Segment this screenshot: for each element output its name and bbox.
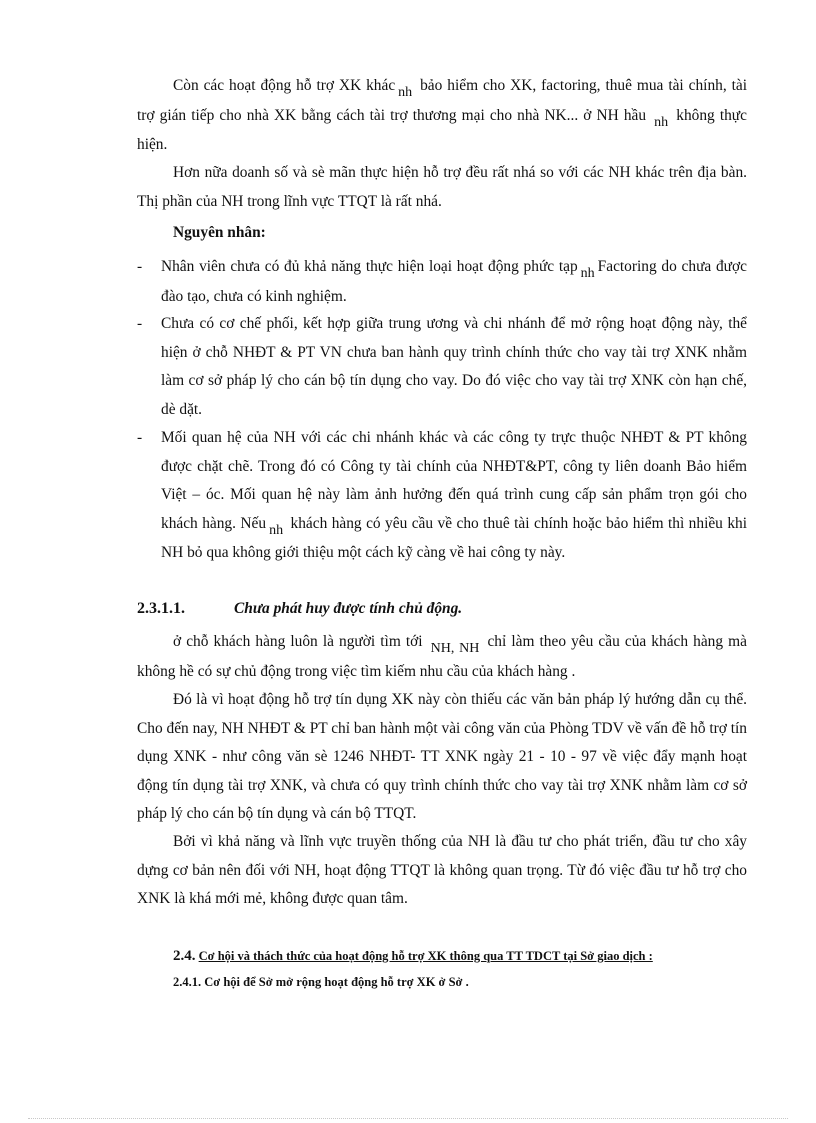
subsection-heading-2-4 xyxy=(173,948,653,965)
bullet-dash: - xyxy=(137,258,143,275)
paragraph-market-share: Hơn nữa doanh số và sè mãn thực hiện hỗ trợ đều rất nhá so với các NH khác trên địa bàn. Thị phần của NH trong lĩnh vực TTQT là rất nhá. xyxy=(137,164,747,210)
bullet-item xyxy=(137,310,747,424)
bullet-text: Chưa có cơ chế phối, kết hợp giữa trung ương và chi nhánh để mở rộng hoạt động này, thể hiện ở chỗ NHĐT & PT VN chưa ban hành quy trình chính thức cho vay tài trợ XNK nhằm làm cơ sở pháp lý cho cán bộ tín dụng cho vay. Do đó việc cho vay tài trợ XNK còn hạn chế, dè dặt. xyxy=(161,315,747,418)
text-fragment: bảo hiểm cho XK, factoring, thuê mua tài chính, tài trợ gián tiếp cho nhà XK bằng cách tài trợ thương mại cho nhà NK... ở NH hầu xyxy=(137,77,747,124)
text-fragment: ở chỗ khách hàng luôn là người tìm tới xyxy=(173,633,423,650)
subsection-number: 2.4. xyxy=(173,948,196,964)
inline-nh-note: nh xyxy=(580,266,595,281)
text-fragment: khách hàng có yêu cầu về cho thuê tài chính hoặc bảo hiểm thì nhiều khi NH bỏ qua không giới thiệu một cách kỹ càng về hai công ty này. xyxy=(161,514,747,561)
bullet-item xyxy=(137,253,747,311)
page-footer-rule xyxy=(28,1118,788,1119)
inline-nh-note: NH, NH xyxy=(430,641,480,656)
inline-nh-note: nh xyxy=(269,522,284,538)
text-fragment: Factoring do chưa được đào tạo, chưa có kinh nghiệm. xyxy=(161,258,747,305)
section-number: 2.3.1.1. xyxy=(137,600,185,617)
section-title: Chưa phát huy được tính chủ động. xyxy=(234,600,463,617)
text-fragment: chỉ làm theo yêu cầu của khách hàng mà không hề có sự chủ động trong việc tìm kiếm nhu cầu của khách hàng . xyxy=(137,633,747,680)
bullet-dash: - xyxy=(137,429,143,446)
cause-heading: Nguyên nhân: xyxy=(173,224,266,241)
text-fragment: không thực hiện. xyxy=(137,106,747,153)
bullet-item xyxy=(137,424,747,568)
bullet-text xyxy=(161,253,747,311)
paragraph-other-support xyxy=(137,72,747,160)
subsection-heading-2-4-1: 2.4.1. Cơ hội để Sở mở rộng hoạt động hỗ trợ XK ở Sở . xyxy=(173,975,469,989)
paragraph-legal-docs: Đó là vì hoạt động hỗ trợ tín dụng XK này còn thiếu các văn bản pháp lý hướng dẫn cụ thể. Cho đến nay, NH NHĐT & PT chỉ ban hành một vài công văn của Phòng TDV về vấn đề hỗ trợ tín dụng XNK - như công văn sè 1246 NHĐT- TT XNK ngày 21 - 10 - 97 về việc đẩy mạnh hoạt động tín dụng tài trợ XNK, và chưa có quy trình chính thức cho vay tài trợ XNK nhằm làm cơ sở pháp lý cho cán bộ tín dụng và cán bộ TTQT. xyxy=(137,691,747,822)
paragraph-investment: Bởi vì khả năng và lĩnh vực truyền thống của NH là đầu tư cho phát triển, đầu tư cho xây dựng cơ bản nên đối với NH, hoạt động TTQT là không quan trọng. Từ đó việc đầu tư hỗ trợ cho XNK là khá mới mẻ, không được quan tâm. xyxy=(137,833,747,907)
inline-nh-note: nh xyxy=(654,114,669,130)
bullet-dash: - xyxy=(137,315,143,332)
paragraph-passive xyxy=(137,628,747,686)
text-fragment: Nhân viên chưa có đủ khả năng thực hiện loại hoạt động phức tạp xyxy=(161,258,578,275)
text-fragment: Còn các hoạt động hỗ trợ XK khác xyxy=(173,77,396,94)
text-fragment: Mối quan hệ của NH với các chi nhánh khác và các công ty trực thuộc NHĐT & PT không được chặt chẽ. Trong đó có Công ty tài chính của NHĐT&PT, công ty liên doanh Bảo hiểm Việt – óc. Mối quan hệ này làm ảnh hưởng đến quá trình cung cấp sản phẩm trọn gói cho khách hàng. Nếu xyxy=(161,429,747,532)
bullet-text xyxy=(161,424,747,568)
subsection-title: Cơ hội và thách thức của hoạt động hỗ trợ XK thông qua TT TDCT tại Sở giao dịch : xyxy=(198,949,653,963)
inline-nh-note: nh xyxy=(398,85,413,100)
